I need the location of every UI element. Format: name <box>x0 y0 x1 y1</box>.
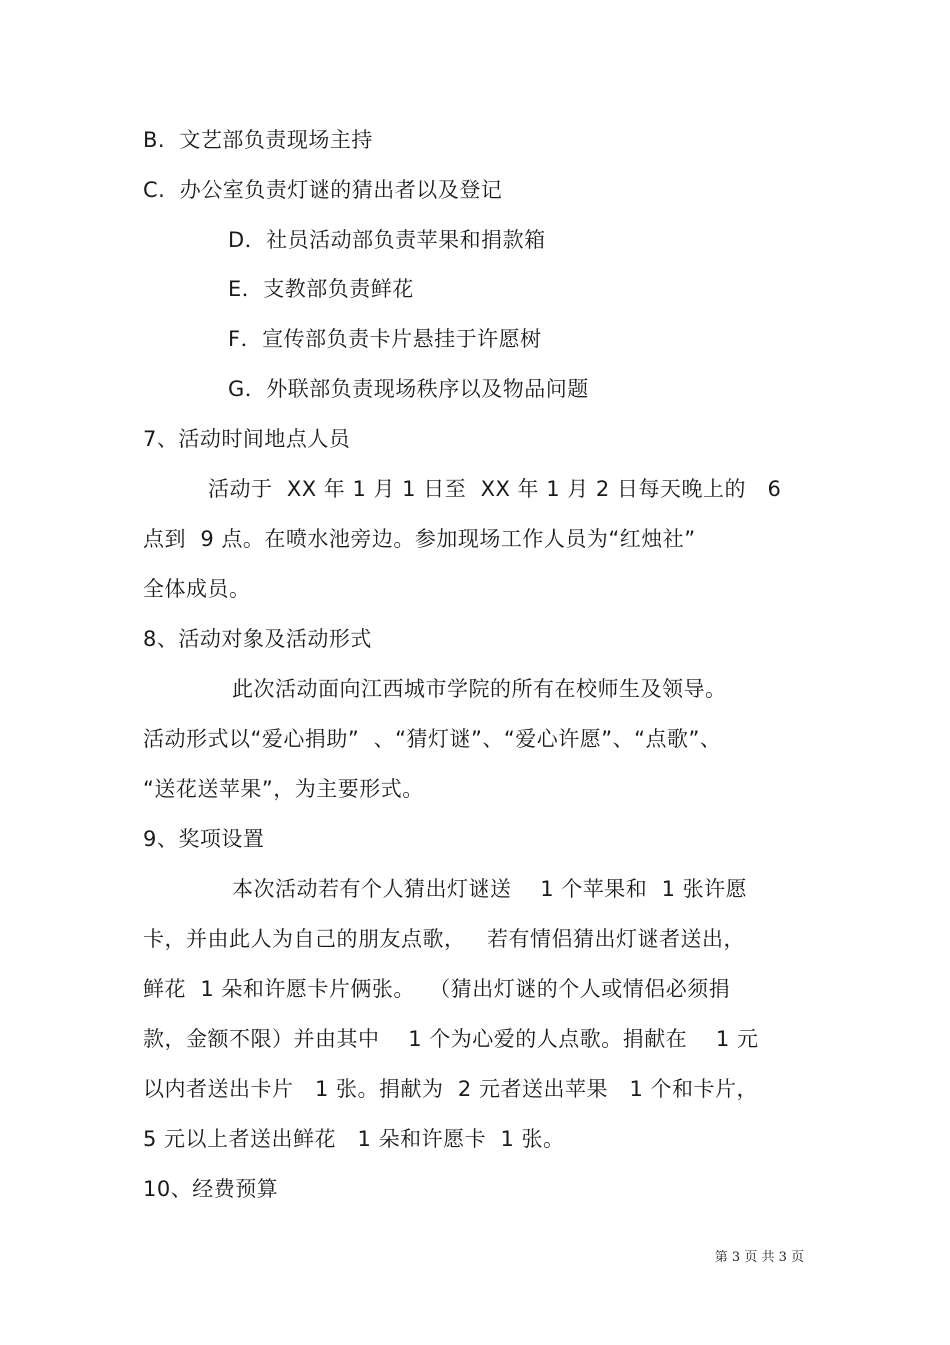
paragraph-line: 本次活动若有个人猜出灯谜送 1 个苹果和 1 张许愿 <box>232 877 748 901</box>
paragraph-line: 卡，并由此人为自己的朋友点歌， 若有情侣猜出灯谜者送出， <box>143 927 746 951</box>
section-heading-10: 10、经费预算 <box>143 1177 279 1201</box>
list-item-b: B. 文艺部负责现场主持 <box>143 128 373 152</box>
paragraph-line: 点到 9 点。在喷水池旁边。参加现场工作人员为“红烛社” <box>143 527 696 551</box>
paragraph-line: 鲜花 1 朵和许愿卡片俩张。 （猜出灯谜的个人或情侣必须捐 <box>143 977 731 1001</box>
page-footer: 第 3 页 共 3 页 <box>714 1250 804 1265</box>
paragraph-line: 活动形式以“爱心捐助” 、“猜灯谜”、“爱心许愿”、“点歌”、 <box>143 727 722 751</box>
paragraph-line: 活动于 XX 年 1 月 1 日至 XX 年 1 月 2 日每天晚上的 6 <box>208 477 782 501</box>
section-heading-8: 8、活动对象及活动形式 <box>143 627 372 651</box>
paragraph-line: 全体成员。 <box>143 577 251 601</box>
paragraph-line: 5 元以上者送出鲜花 1 朵和许愿卡 1 张。 <box>143 1127 565 1151</box>
list-item-e: E．支教部负责鲜花 <box>228 277 414 301</box>
list-item-g: G．外联部负责现场秩序以及物品问题 <box>228 377 589 401</box>
list-item-c: C. 办公室负责灯谜的猜出者以及登记 <box>143 178 503 202</box>
paragraph-line: 款，金额不限）并由其中 1 个为心爱的人点歌。捐献在 1 元 <box>143 1027 759 1051</box>
list-item-f: F．宣传部负责卡片悬挂于许愿树 <box>228 327 542 351</box>
paragraph-line: “送花送苹果”，为主要形式。 <box>143 777 424 801</box>
paragraph-line: 以内者送出卡片 1 张。捐献为 2 元者送出苹果 1 个和卡片， <box>143 1077 759 1101</box>
section-heading-9: 9、奖项设置 <box>143 827 265 851</box>
list-item-d: D．社员活动部负责苹果和捐款箱 <box>228 228 546 252</box>
section-heading-7: 7、活动时间地点人员 <box>143 427 351 451</box>
paragraph-line: 此次活动面向江西城市学院的所有在校师生及领导。 <box>232 677 727 701</box>
